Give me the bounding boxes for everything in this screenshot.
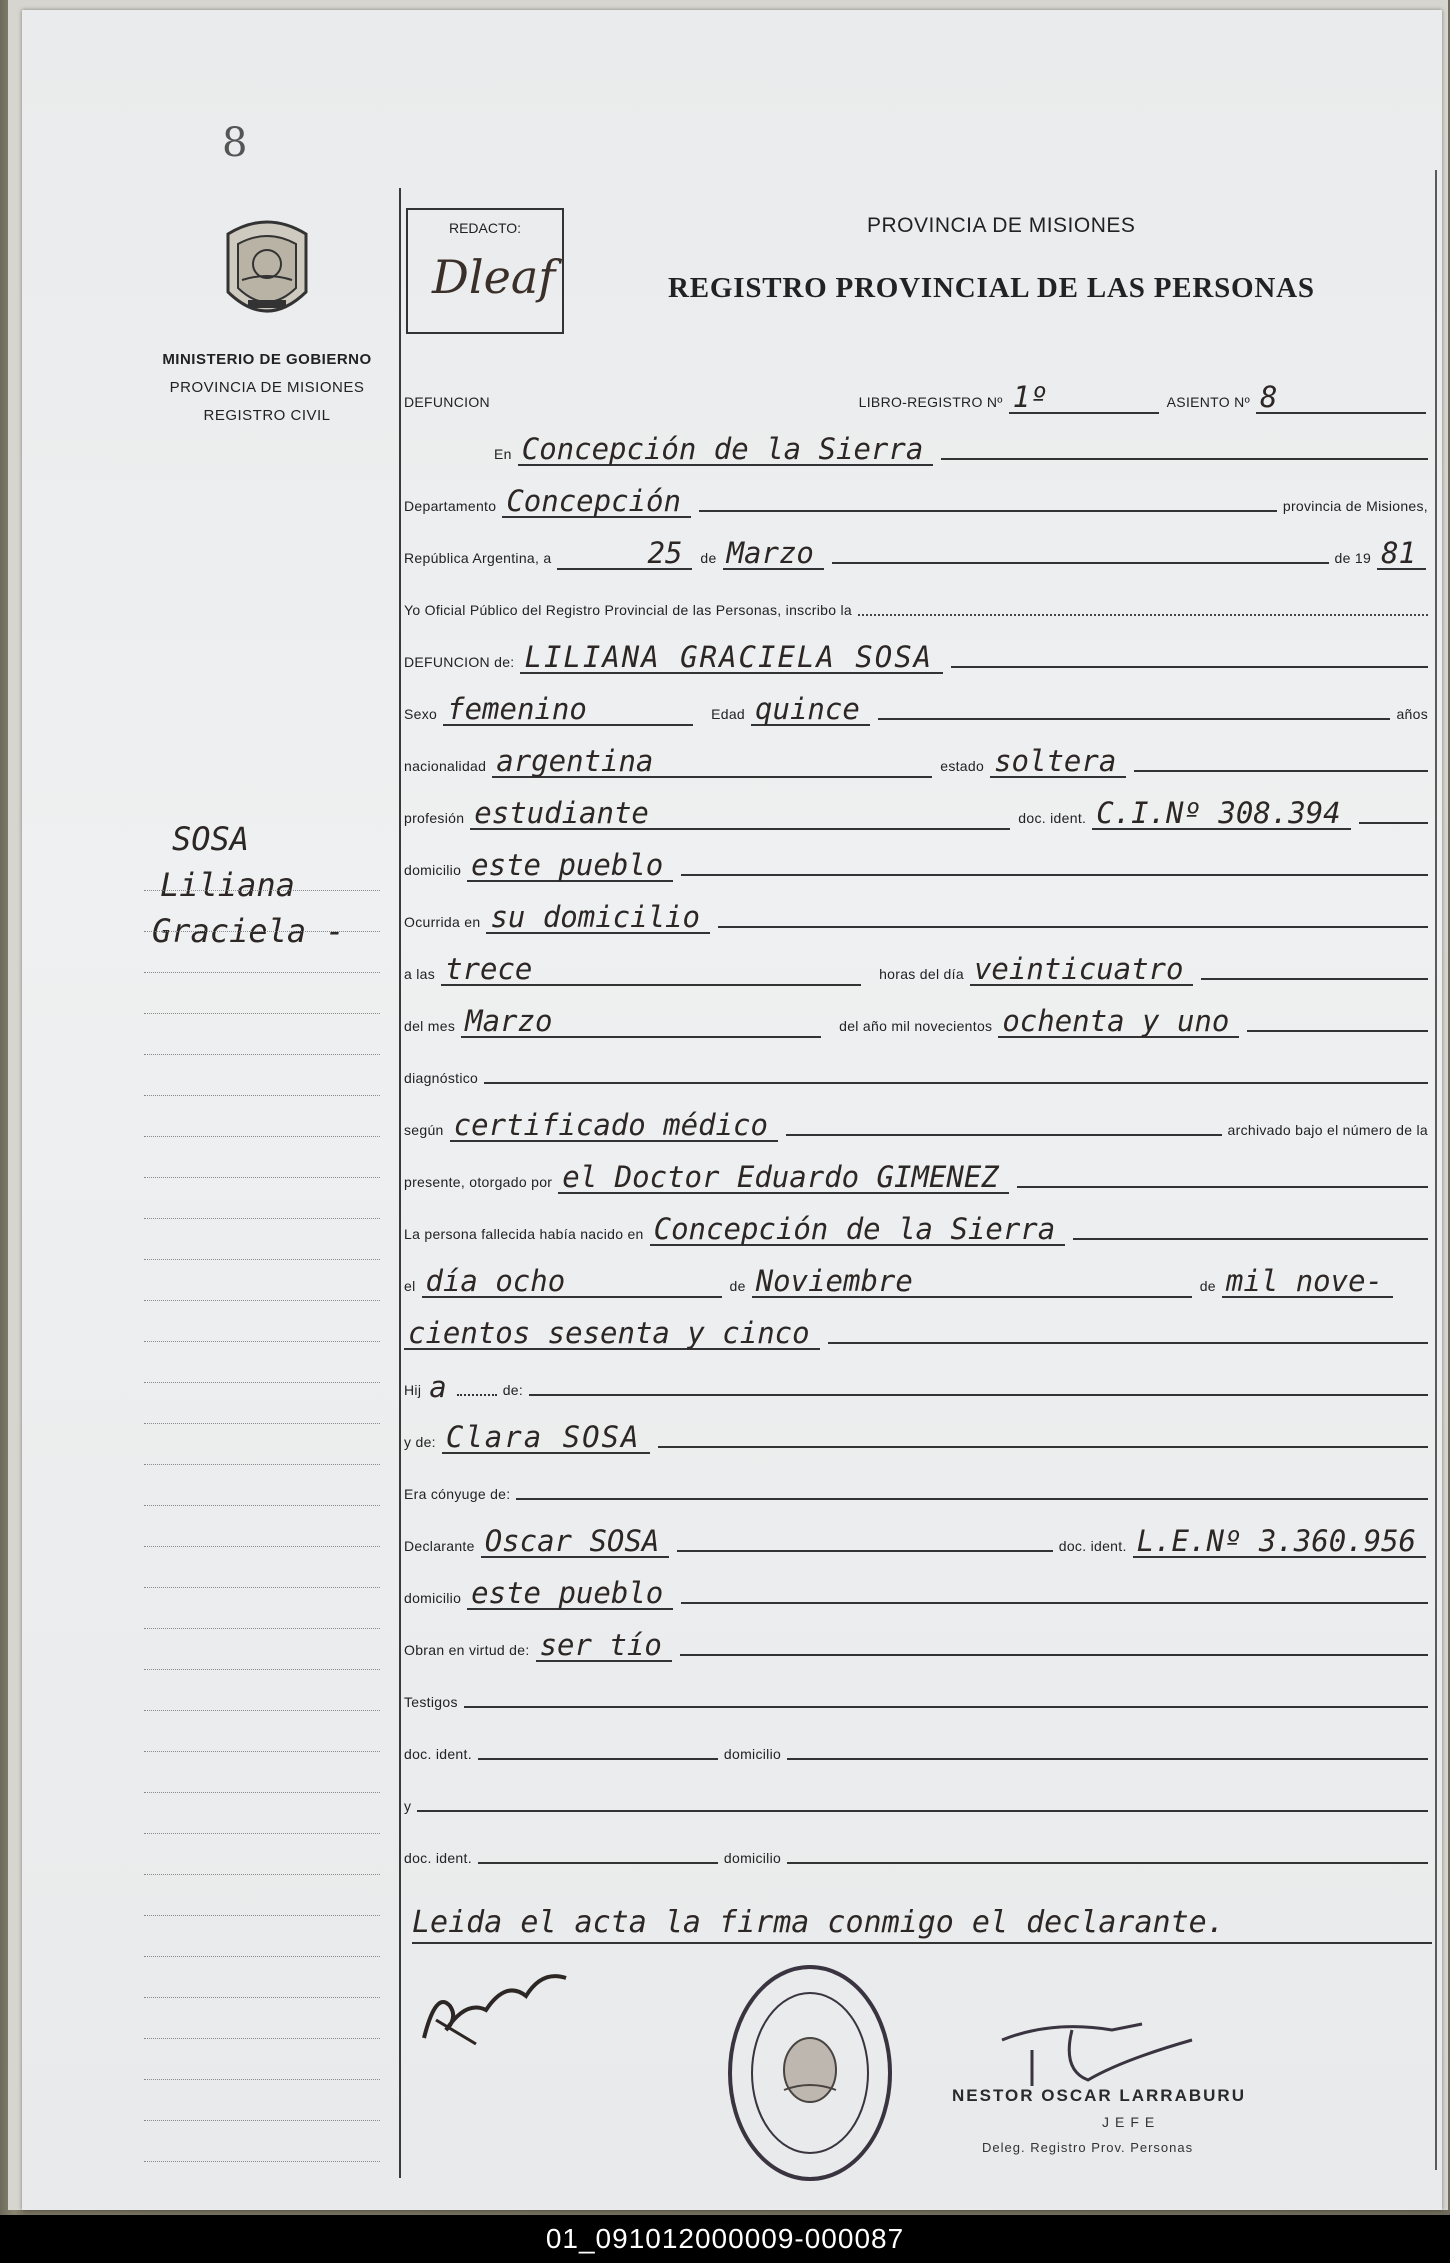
nacido-label: La persona fallecida había nacido en xyxy=(404,1226,644,1242)
ocurrida-label: Ocurrida en xyxy=(404,914,481,930)
obran-value: ser tío xyxy=(536,1630,672,1662)
ministry-line-1: MINISTERIO DE GOBIERNO xyxy=(162,351,372,368)
hij-value: a xyxy=(429,1370,447,1404)
domicilio-label: domicilio xyxy=(404,862,462,878)
row-nacionalidad xyxy=(404,734,1434,786)
provincia-suffix: provincia de Misiones, xyxy=(1282,498,1428,514)
diagnostico-label: diagnóstico xyxy=(404,1070,479,1086)
defuncion-value: LILIANA GRACIELA SOSA xyxy=(520,642,943,674)
nac-de2-label: de xyxy=(1199,1278,1216,1294)
hora-value: trece xyxy=(441,954,861,986)
hij-de-label: de: xyxy=(502,1382,524,1398)
presente-label: presente, otorgado por xyxy=(404,1174,553,1190)
row-segun xyxy=(404,1098,1434,1150)
t2-doc-label: doc. ident. xyxy=(404,1850,472,1866)
declarante-value: Oscar SOSA xyxy=(481,1526,670,1558)
province-title: PROVINCIA DE MISIONES xyxy=(867,214,1136,237)
row-obran xyxy=(404,1618,1434,1670)
row-hija xyxy=(404,1358,1434,1410)
estado-label: estado xyxy=(940,758,985,774)
row-declarante xyxy=(404,1514,1434,1566)
row-ocurrida xyxy=(404,890,1434,942)
estado-value: soltera xyxy=(990,746,1126,778)
decl-domicilio-label: domicilio xyxy=(404,1590,462,1606)
row-diagnostico xyxy=(404,1046,1434,1098)
row-madre xyxy=(404,1410,1434,1462)
domicilio-value: este pueblo xyxy=(467,850,673,882)
mes-value: Marzo xyxy=(723,538,824,570)
row-en xyxy=(404,422,1434,474)
hij-label: Hij xyxy=(404,1382,422,1398)
republica-label: República Argentina, a xyxy=(404,550,552,566)
row-testigo-1-doc xyxy=(404,1722,1434,1774)
provincial-coat-of-arms-icon xyxy=(218,214,316,332)
sexo-label: Sexo xyxy=(404,706,438,722)
redacto-label: REDACTO: xyxy=(448,220,522,236)
official-stamp-icon xyxy=(724,1960,896,2186)
ocurrida-value: su domicilio xyxy=(486,902,710,934)
margin-surname: SOSA xyxy=(172,820,250,858)
declarante-label: Declarante xyxy=(404,1538,475,1554)
margin-first-name: Liliana xyxy=(160,866,295,904)
doc-label: doc. ident. xyxy=(1018,810,1087,826)
ministry-block xyxy=(142,346,392,430)
ministry-line-2: PROVINCIA DE MISIONES xyxy=(169,379,365,396)
margin-ruled-lines xyxy=(144,850,380,2162)
decl-domicilio-value: este pueblo xyxy=(467,1578,673,1610)
row-departamento xyxy=(404,474,1434,526)
departamento-label: Departamento xyxy=(404,498,497,514)
en-label: En xyxy=(494,446,512,462)
row-record-numbers xyxy=(404,370,1434,422)
nac-anio-value-2: cientos sesenta y cinco xyxy=(404,1318,820,1350)
asiento-label: ASIENTO Nº xyxy=(1166,394,1250,410)
libro-value: 1º xyxy=(1009,382,1159,414)
nacido-value: Concepción de la Sierra xyxy=(650,1214,1066,1246)
page-number: 8 xyxy=(222,120,248,166)
en-value: Concepción de la Sierra xyxy=(518,434,934,466)
doc-value: C.I.Nº 308.394 xyxy=(1092,798,1350,830)
row-del-mes xyxy=(404,994,1434,1046)
nac-dia-value: día ocho xyxy=(422,1266,722,1298)
row-testigo-2-doc xyxy=(404,1826,1434,1878)
t2-domicilio-label: domicilio xyxy=(723,1850,782,1866)
y-de-label: y de: xyxy=(404,1434,436,1450)
testigos-label: Testigos xyxy=(404,1694,458,1710)
redacto-signature: Dleaf xyxy=(432,250,556,304)
presente-value: el Doctor Eduardo GIMENEZ xyxy=(558,1162,1009,1194)
profesion-label: profesión xyxy=(404,810,465,826)
declarante-doc-label: doc. ident. xyxy=(1058,1538,1127,1554)
segun-label: según xyxy=(404,1122,444,1138)
ministry-line-3: REGISTRO CIVIL xyxy=(203,407,331,424)
row-hora xyxy=(404,942,1434,994)
right-border xyxy=(1435,170,1437,2170)
officer-name: NESTOR OSCAR LARRABURU xyxy=(952,2086,1246,2105)
image-id-footer: 01_091012000009-000087 xyxy=(0,2215,1450,2263)
row-profesion xyxy=(404,786,1434,838)
madre-value: Clara SOSA xyxy=(442,1422,651,1454)
death-record-form xyxy=(404,370,1434,1878)
row-conyuge xyxy=(404,1462,1434,1514)
officer-title: JEFE xyxy=(1102,2114,1161,2130)
row-presente xyxy=(404,1150,1434,1202)
nac-mes-value: Noviembre xyxy=(752,1266,1192,1298)
officer-signature-icon xyxy=(992,2020,1202,2090)
defuncion-label: DEFUNCION de: xyxy=(404,654,515,670)
closing-line xyxy=(412,1942,1432,1944)
archivado-label: archivado bajo el número de la xyxy=(1227,1122,1428,1138)
del-mes-value: Marzo xyxy=(461,1006,821,1038)
t-domicilio-label: domicilio xyxy=(723,1746,782,1762)
row-testigos xyxy=(404,1670,1434,1722)
dia-texto-value: veinticuatro xyxy=(970,954,1194,986)
oficial-text: Yo Oficial Público del Registro Provincial de las Personas, inscribo la xyxy=(404,602,852,618)
declarante-doc-value: L.E.Nº 3.360.956 xyxy=(1133,1526,1426,1558)
officer-office: Deleg. Registro Prov. Personas xyxy=(982,2140,1194,2155)
del-anio-label: del año mil novecientos xyxy=(839,1018,993,1034)
row-nacimiento-anio xyxy=(404,1306,1434,1358)
row-defuncion xyxy=(404,630,1434,682)
row-nacido xyxy=(404,1202,1434,1254)
edad-value: quince xyxy=(751,694,870,726)
row-testigo-2 xyxy=(404,1774,1434,1826)
row-sexo-edad xyxy=(404,682,1434,734)
conyuge-label: Era cónyuge de: xyxy=(404,1486,511,1502)
sexo-value: femenino xyxy=(443,694,693,726)
t-doc-label: doc. ident. xyxy=(404,1746,472,1762)
row-oficial xyxy=(404,578,1434,630)
redacto-box xyxy=(406,208,564,334)
row-fecha xyxy=(404,526,1434,578)
record-type-label: DEFUNCION xyxy=(404,394,490,410)
departamento-value: Concepción xyxy=(502,486,691,518)
del-anio-value: ochenta y uno xyxy=(998,1006,1239,1038)
row-domicilio xyxy=(404,838,1434,890)
de-label: de xyxy=(700,550,717,566)
profesion-value: estudiante xyxy=(470,798,1010,830)
anio-label: de 19 xyxy=(1334,550,1372,566)
margin-divider xyxy=(399,188,401,2178)
nac-anio-value-1: mil nove- xyxy=(1222,1266,1393,1298)
del-mes-label: del mes xyxy=(404,1018,456,1034)
row-nacimiento-fecha xyxy=(404,1254,1434,1306)
nac-de-label: de xyxy=(729,1278,746,1294)
nacionalidad-value: argentina xyxy=(492,746,932,778)
declarant-signature-icon xyxy=(416,1960,596,2050)
anios-label: años xyxy=(1396,706,1428,722)
closing-statement: Leida el acta la firma conmigo el declarante. xyxy=(412,1905,1225,1940)
segun-value: certificado médico xyxy=(450,1110,778,1142)
libro-label: LIBRO-REGISTRO Nº xyxy=(858,394,1003,410)
dia-value: 25 xyxy=(557,538,692,570)
horas-label: horas del día xyxy=(879,966,964,982)
row-decl-domicilio xyxy=(404,1566,1434,1618)
edad-label: Edad xyxy=(711,706,746,722)
margin-middle-name: Graciela - xyxy=(152,912,345,950)
t-y-label: y xyxy=(404,1798,412,1814)
el-label: el xyxy=(404,1278,416,1294)
asiento-value: 8 xyxy=(1256,382,1426,414)
nacionalidad-label: nacionalidad xyxy=(404,758,487,774)
registry-title: REGISTRO PROVINCIAL DE LAS PERSONAS xyxy=(668,272,1315,304)
obran-label: Obran en virtud de: xyxy=(404,1642,530,1658)
anio-value: 81 xyxy=(1377,538,1426,570)
document-page xyxy=(22,10,1442,2210)
a-las-label: a las xyxy=(404,966,436,982)
